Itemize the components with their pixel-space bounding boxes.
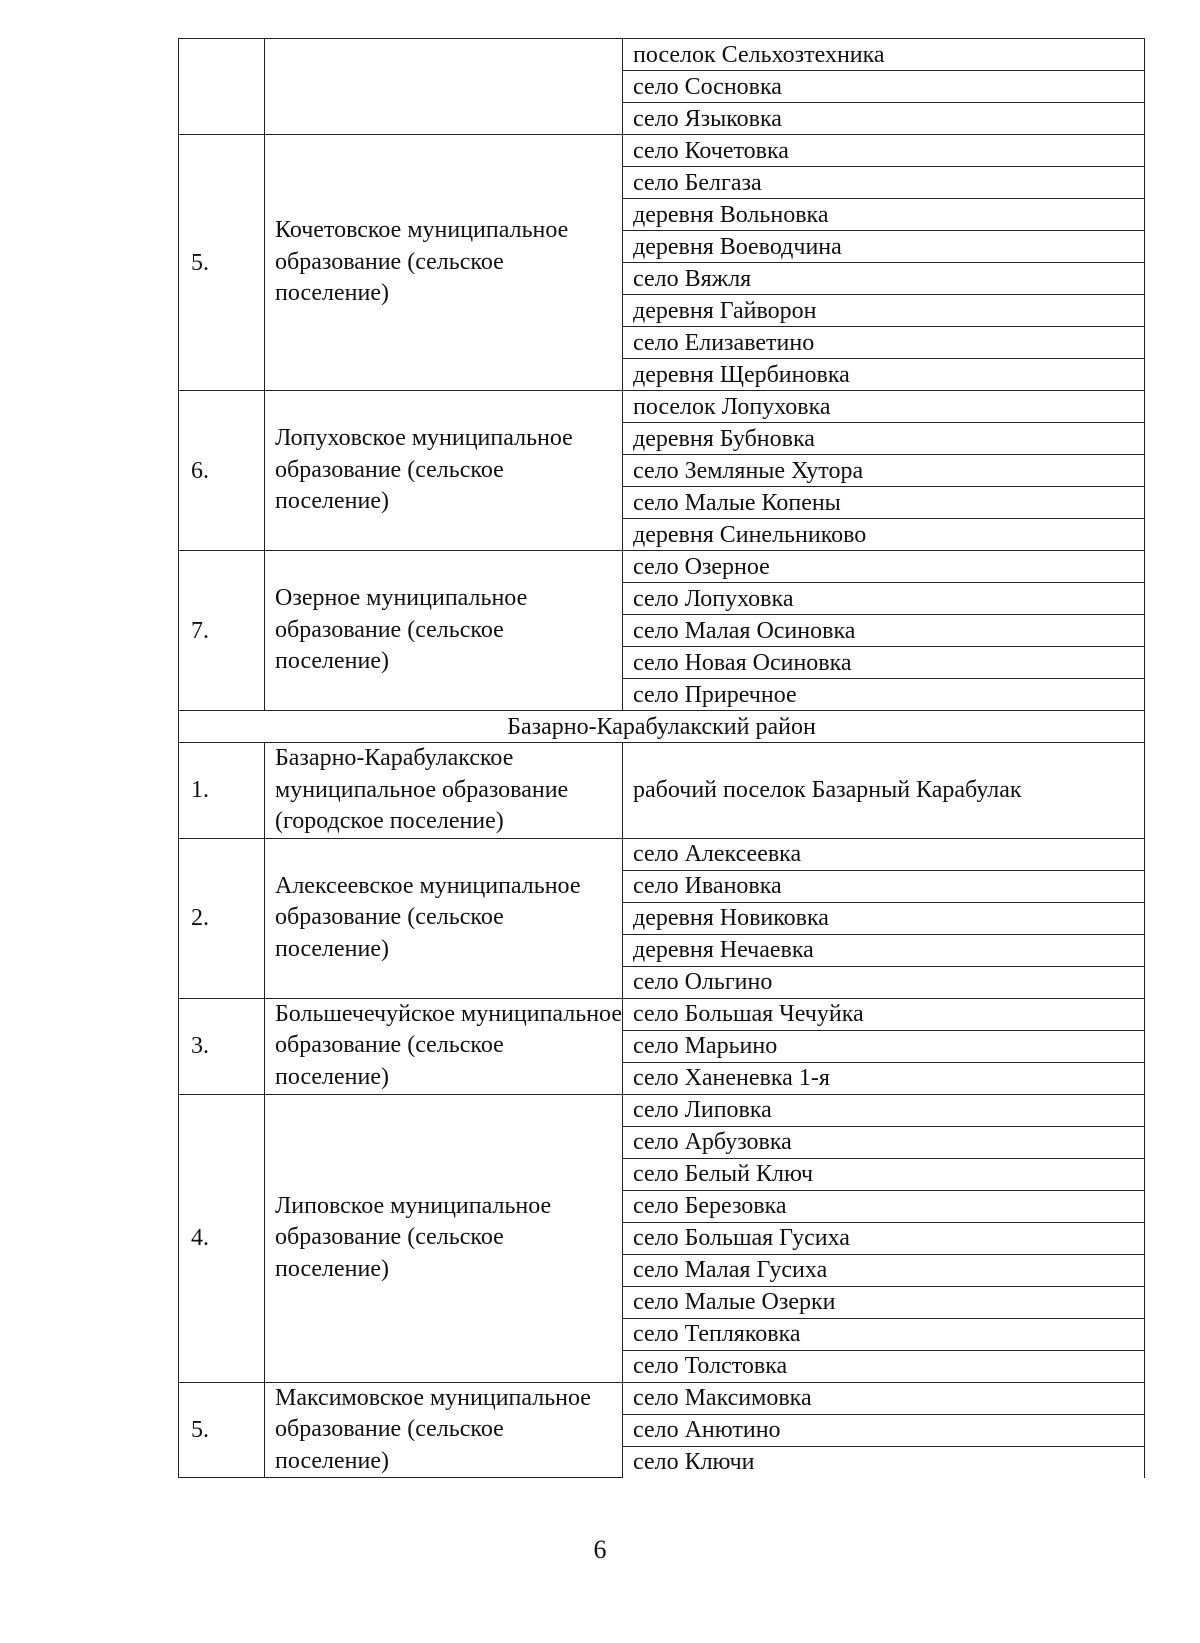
table-row [179,391,1145,423]
settlement-name: деревня Новиковка [623,902,1145,934]
settlement-name: село Приречное [623,679,1145,711]
settlement-name: село Озерное [623,551,1145,583]
district-heading: Базарно-Карабулакский район [179,711,1145,743]
settlement-name: село Вяжля [623,263,1145,295]
settlement-name: деревня Щербиновка [623,359,1145,391]
municipality-name: Озерное муниципальное образование (сельское поселение) [265,551,623,711]
settlement-name: деревня Гайворон [623,295,1145,327]
settlement-name: село Большая Чечуйка [623,998,1145,1030]
settlement-name: деревня Синельниково [623,519,1145,551]
table-row [179,1382,1145,1414]
settlement-name: село Тепляковка [623,1318,1145,1350]
settlement-name: деревня Бубновка [623,423,1145,455]
table-row [179,743,1145,839]
settlement-name: село Большая Гусиха [623,1222,1145,1254]
settlement-name: село Белый Ключ [623,1158,1145,1190]
municipality-name: Максимовское муниципальное образование (сельское поселение) [265,1382,623,1478]
page-number: 6 [593,1535,607,1564]
municipality-name: Большечечуйское муниципальное образование (сельское поселение) [265,998,623,1094]
municipality-name: Алексеевское муниципальное образование (сельское поселение) [265,838,623,998]
settlement-name: село Толстовка [623,1350,1145,1382]
settlement-name: село Анютино [623,1414,1145,1446]
municipality-name: Лопуховское муниципальное образование (сельское поселение) [265,391,623,551]
settlement-name: село Малая Гусиха [623,1254,1145,1286]
row-number: 2. [179,838,265,998]
row-number: 5. [179,1382,265,1478]
table-row [179,551,1145,583]
row-number: 4. [179,1094,265,1382]
settlement-name: село Кочетовка [623,135,1145,167]
settlement-name: село Языковка [623,103,1145,135]
settlement-name: село Белгаза [623,167,1145,199]
settlement-name: деревня Нечаевка [623,934,1145,966]
table-row [179,135,1145,167]
table-row [179,998,1145,1030]
row-number: 1. [179,743,265,839]
settlement-name: село Липовка [623,1094,1145,1126]
settlement-name: село Арбузовка [623,1126,1145,1158]
settlement-name: село Малые Озерки [623,1286,1145,1318]
district-row [179,711,1145,743]
settlement-name: село Ключи [623,1446,1145,1478]
settlement-name: село Сосновка [623,71,1145,103]
table-row [179,838,1145,870]
settlement-name: село Ольгино [623,966,1145,998]
row-number: 3. [179,998,265,1094]
table-row [179,39,1145,71]
settlement-name: село Малые Копены [623,487,1145,519]
settlement-name: село Ивановка [623,870,1145,902]
settlement-name: село Марьино [623,1030,1145,1062]
municipality-name: Кочетовское муниципальное образование (сельское поселение) [265,135,623,391]
table-row [179,1094,1145,1126]
municipality-name: Липовское муниципальное образование (сельское поселение) [265,1094,623,1382]
settlement-name: поселок Сельхозтехника [623,39,1145,71]
settlement-name: село Малая Осиновка [623,615,1145,647]
settlement-name: рабочий поселок Базарный Карабулак [623,743,1145,839]
settlement-name: село Алексеевка [623,838,1145,870]
settlement-name: село Лопуховка [623,583,1145,615]
row-number: 7. [179,551,265,711]
row-number: 6. [179,391,265,551]
settlement-name: деревня Вольновка [623,199,1145,231]
settlement-name: деревня Воеводчина [623,231,1145,263]
settlement-name: село Елизаветино [623,327,1145,359]
settlements-table [178,38,1145,1478]
settlement-name: село Земляные Хутора [623,455,1145,487]
settlement-name: село Ханеневка 1-я [623,1062,1145,1094]
settlement-name: село Березовка [623,1190,1145,1222]
row-number [179,39,265,135]
settlement-name: поселок Лопуховка [623,391,1145,423]
settlement-name: село Новая Осиновка [623,647,1145,679]
row-number: 5. [179,135,265,391]
municipality-name: Базарно-Карабулакское муниципальное образование (городское поселение) [265,743,623,839]
settlement-name: село Максимовка [623,1382,1145,1414]
municipality-name [265,39,623,135]
